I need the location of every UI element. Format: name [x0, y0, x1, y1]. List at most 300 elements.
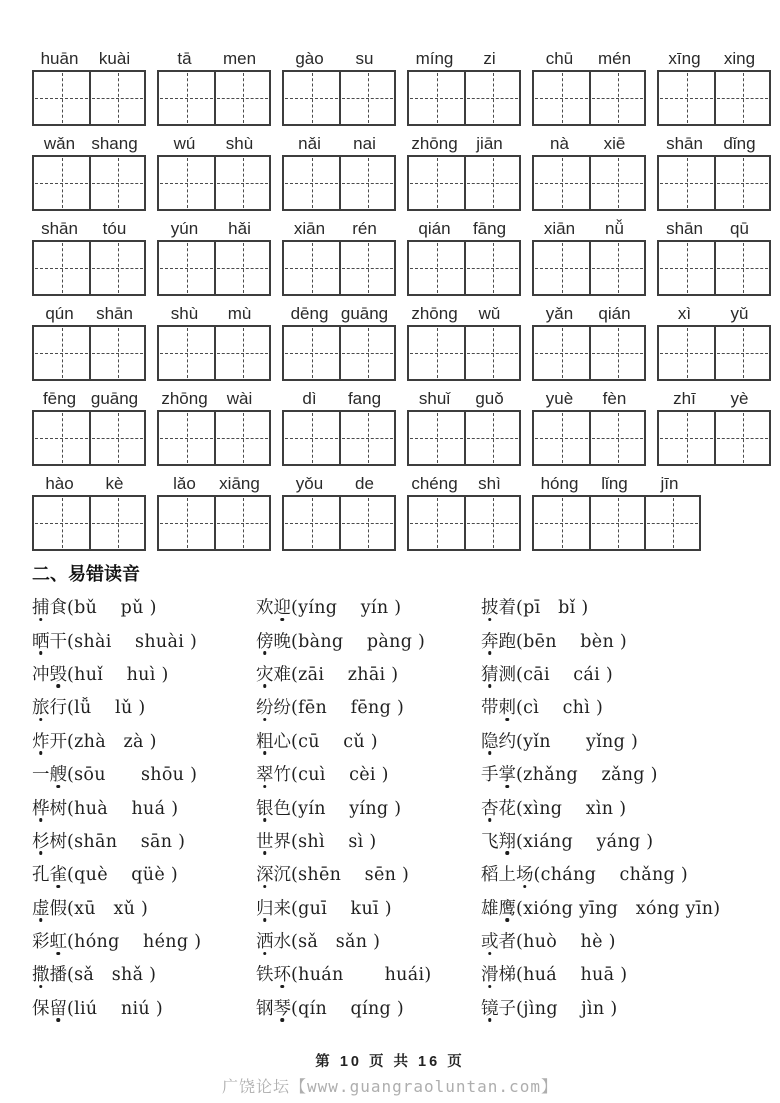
- pinyin-syllable-labels: [157, 216, 271, 239]
- word-char: 梯: [498, 965, 516, 986]
- word-entry: [481, 861, 752, 886]
- pinyin-syllable: nǎi: [298, 134, 321, 153]
- writing-cell: [34, 412, 89, 464]
- pronunciation-options: (zhà zà ): [67, 731, 157, 752]
- pinyin-word-group: [532, 46, 646, 126]
- writing-cell: [464, 242, 519, 294]
- word-entry: [481, 928, 752, 953]
- word-char-emphasized: 琴: [274, 995, 292, 1020]
- pinyin-syllable: xīng: [668, 49, 701, 68]
- pinyin-word-group: [157, 386, 271, 466]
- word-entry: [481, 661, 752, 686]
- pinyin-word-group: [282, 46, 396, 126]
- pinyin-syllable: chéng: [411, 474, 458, 493]
- word-char-emphasized: 炸: [32, 728, 50, 753]
- writing-cell: [534, 327, 589, 379]
- pinyin-syllable-labels: [532, 216, 646, 239]
- pronunciation-options: (yín yíng ): [291, 798, 402, 819]
- pinyin-syllable: nai: [353, 134, 376, 153]
- pinyin-syllable: mén: [597, 49, 632, 68]
- writing-box-group: [32, 240, 146, 296]
- writing-cell: [659, 157, 714, 209]
- pronunciation-options: (huò hè ): [516, 932, 616, 953]
- pinyin-syllable-labels: [657, 216, 771, 239]
- word-char: 彩: [32, 932, 50, 953]
- pinyin-word-group: [657, 131, 771, 211]
- word-char-emphasized: 旅: [32, 694, 50, 719]
- pinyin-word-group: [532, 386, 646, 466]
- pinyin-syllable: shān: [666, 134, 703, 153]
- pinyin-syllable: nǚ: [605, 219, 624, 238]
- writing-box-group: [32, 70, 146, 126]
- word-entry: [32, 628, 256, 653]
- word-entry: [32, 728, 256, 753]
- writing-cell: [284, 497, 339, 549]
- word-char: 食: [49, 598, 67, 619]
- writing-box-group: [282, 240, 396, 296]
- pronunciation-options: (hóng héng ): [67, 932, 202, 953]
- pinyin-word-group: [32, 386, 146, 466]
- section-title-misread-pronunciations: 二、易错读音: [32, 564, 140, 584]
- pronunciation-options: (huá huā ): [516, 965, 628, 986]
- pinyin-syllable: gào: [295, 49, 324, 68]
- pinyin-syllable: xiān: [543, 219, 576, 238]
- writing-box-group: [407, 325, 521, 381]
- pinyin-word-group: [282, 131, 396, 211]
- writing-box-group: [157, 155, 271, 211]
- pronunciation-options: (shì sì ): [291, 831, 377, 852]
- pinyin-syllable: shān: [96, 304, 133, 323]
- word-char-emphasized: 撒: [32, 961, 50, 986]
- writing-box-group: [282, 410, 396, 466]
- writing-cell: [589, 157, 644, 209]
- pronunciation-options: (cuì cèi ): [291, 765, 389, 786]
- word-char-emphasized: 纷: [256, 694, 274, 719]
- writing-cell: [464, 157, 519, 209]
- word-char: 孔: [32, 865, 50, 886]
- word-char-emphasized: 杏: [481, 795, 499, 820]
- word-entry: [481, 728, 752, 753]
- writing-box-group: [657, 325, 771, 381]
- word-char-emphasized: 艘: [50, 761, 68, 786]
- word-list-row: [32, 957, 752, 990]
- writing-cell: [464, 412, 519, 464]
- writing-cell: [89, 157, 144, 209]
- pinyin-syllable-labels: [157, 46, 271, 69]
- writing-box-group: [657, 70, 771, 126]
- pinyin-word-group: [157, 216, 271, 296]
- misread-word-list: [32, 590, 752, 1024]
- word-char-emphasized: 世: [256, 828, 274, 853]
- word-char: 约: [498, 731, 516, 752]
- pinyin-word-group: [407, 46, 521, 126]
- word-entry: [481, 795, 752, 820]
- writing-box-group: [282, 325, 396, 381]
- writing-cell: [339, 157, 394, 209]
- word-char: 行: [49, 698, 67, 719]
- pinyin-syllable: guāng: [340, 304, 389, 323]
- pinyin-word-group: [32, 471, 146, 551]
- pinyin-syllable: shān: [666, 219, 703, 238]
- word-char: 纷: [273, 698, 291, 719]
- word-list-row: [32, 757, 752, 790]
- writing-box-group: [282, 495, 396, 551]
- writing-box-group: [532, 240, 646, 296]
- word-char: 铁: [256, 965, 274, 986]
- word-char-emphasized: 奔: [481, 628, 499, 653]
- writing-box-group: [282, 155, 396, 211]
- word-char-emphasized: 灾: [256, 661, 274, 686]
- writing-cell: [89, 412, 144, 464]
- pronunciation-options: (fēn fēng ): [291, 698, 405, 719]
- pinyin-word-group: [407, 301, 521, 381]
- writing-cell: [534, 412, 589, 464]
- writing-cell: [464, 497, 519, 549]
- writing-box-group: [657, 410, 771, 466]
- word-char-emphasized: 毁: [50, 661, 68, 686]
- word-char-emphasized: 晒: [32, 628, 50, 653]
- writing-cell: [159, 242, 214, 294]
- pinyin-word-group: [282, 216, 396, 296]
- pinyin-syllable: zhōng: [411, 304, 458, 323]
- pinyin-word-group: [407, 386, 521, 466]
- pinyin-word-group: [157, 471, 271, 551]
- writing-cell: [214, 412, 269, 464]
- pinyin-word-group: [157, 301, 271, 381]
- writing-cell: [89, 327, 144, 379]
- word-char-emphasized: 杉: [32, 828, 50, 853]
- writing-cell: [284, 242, 339, 294]
- writing-cell: [214, 72, 269, 124]
- writing-box-group: [407, 155, 521, 211]
- word-entry: [481, 995, 752, 1020]
- word-entry: [256, 795, 481, 820]
- pinyin-word-group: [282, 301, 396, 381]
- writing-cell: [714, 327, 769, 379]
- word-list-row: [32, 724, 752, 757]
- writing-cell: [284, 72, 339, 124]
- writing-box-group: [157, 70, 271, 126]
- pinyin-syllable: xiē: [603, 134, 626, 153]
- pinyin-syllable: shān: [41, 219, 78, 238]
- pronunciation-options: (cháng chǎng ): [533, 865, 689, 886]
- writing-cell: [89, 242, 144, 294]
- pinyin-syllable: xiāng: [219, 474, 260, 493]
- word-char: 上: [498, 865, 516, 886]
- pinyin-syllable: shuǐ: [418, 389, 451, 408]
- pinyin-syllable-labels: [282, 131, 396, 154]
- word-char: 来: [273, 898, 291, 919]
- word-char: 心: [273, 731, 291, 752]
- writing-cell: [589, 497, 644, 549]
- pinyin-syllable: shì: [478, 474, 501, 493]
- writing-box-group: [407, 70, 521, 126]
- pinyin-syllable: guāng: [90, 389, 139, 408]
- word-char: 色: [273, 798, 291, 819]
- word-char-emphasized: 捕: [32, 594, 50, 619]
- pinyin-syllable: fèn: [602, 389, 627, 408]
- pinyin-syllable: hǎi: [228, 219, 251, 238]
- writing-cell: [659, 327, 714, 379]
- writing-box-group: [32, 495, 146, 551]
- pinyin-word-group: [532, 301, 646, 381]
- pinyin-syllable: wǔ: [478, 304, 501, 323]
- writing-box-group: [407, 410, 521, 466]
- writing-cell: [214, 327, 269, 379]
- word-list-row: [32, 991, 752, 1024]
- word-char-emphasized: 刺: [499, 694, 517, 719]
- writing-cell: [589, 327, 644, 379]
- word-char-emphasized: 或: [481, 928, 499, 953]
- pinyin-syllable: shù: [225, 134, 254, 153]
- word-entry: [32, 995, 256, 1020]
- pinyin-syllable: wài: [226, 389, 253, 408]
- word-char: 者: [498, 932, 516, 953]
- pinyin-syllable-labels: [157, 386, 271, 409]
- writing-box-group: [32, 155, 146, 211]
- word-entry: [32, 594, 256, 619]
- pinyin-syllable-labels: [32, 216, 146, 239]
- word-entry: [256, 828, 481, 853]
- pinyin-syllable-labels: [407, 471, 521, 494]
- writing-box-group: [657, 240, 771, 296]
- word-entry: [32, 861, 256, 886]
- pronunciation-options: (huǐ huì ): [67, 664, 169, 685]
- pronunciation-options: (xiáng yáng ): [516, 831, 654, 852]
- pinyin-syllable: xiān: [293, 219, 326, 238]
- word-char: 晚: [273, 631, 291, 652]
- writing-cell: [159, 497, 214, 549]
- writing-cell: [409, 242, 464, 294]
- word-list-row: [32, 924, 752, 957]
- word-entry: [32, 828, 256, 853]
- pronunciation-options: (bǔ pǔ ): [67, 598, 157, 619]
- writing-box-group: [32, 410, 146, 466]
- pinyin-row: [32, 471, 752, 551]
- word-char-emphasized: 虚: [32, 895, 50, 920]
- word-char-emphasized: 鹰: [499, 895, 517, 920]
- page-footer: [0, 1050, 780, 1097]
- page-number: 第 10 页 共 16 页: [315, 1054, 465, 1070]
- pinyin-syllable: kuài: [98, 49, 131, 68]
- writing-cell: [589, 412, 644, 464]
- writing-box-group: [157, 325, 271, 381]
- word-entry: [256, 661, 481, 686]
- writing-cell: [214, 157, 269, 209]
- pinyin-word-group: [657, 301, 771, 381]
- pinyin-syllable: hóng: [540, 474, 579, 493]
- writing-cell: [339, 412, 394, 464]
- pronunciation-options: (liú niú ): [67, 998, 163, 1019]
- writing-cell: [409, 412, 464, 464]
- word-list-row: [32, 857, 752, 890]
- word-char-emphasized: 猜: [481, 661, 499, 686]
- writing-box-group: [532, 155, 646, 211]
- pinyin-word-group: [32, 46, 146, 126]
- writing-cell: [534, 242, 589, 294]
- pinyin-syllable: mù: [227, 304, 252, 323]
- word-char-emphasized: 留: [50, 995, 68, 1020]
- word-char-emphasized: 桦: [32, 795, 50, 820]
- pronunciation-options: (zhǎng zǎng ): [516, 765, 658, 786]
- writing-cell: [464, 72, 519, 124]
- pronunciation-options: (cì chì ): [516, 698, 604, 719]
- word-char: 沉: [273, 865, 291, 886]
- word-char-emphasized: 傍: [256, 628, 274, 653]
- writing-box-group: [157, 495, 271, 551]
- pronunciation-options: (què qüè ): [67, 865, 179, 886]
- writing-box-group: [532, 495, 701, 551]
- pinyin-syllable: qián: [418, 219, 451, 238]
- pinyin-syllable: guǒ: [475, 389, 504, 408]
- pronunciation-options: (xū xǔ ): [67, 898, 149, 919]
- word-char-emphasized: 环: [274, 961, 292, 986]
- pinyin-syllable: míng: [415, 49, 454, 68]
- writing-cell: [534, 157, 589, 209]
- pinyin-word-group: [532, 131, 646, 211]
- writing-cell: [159, 157, 214, 209]
- writing-cell: [214, 242, 269, 294]
- pinyin-syllable: yè: [730, 389, 749, 408]
- pinyin-syllable: tóu: [102, 219, 127, 238]
- writing-box-group: [532, 70, 646, 126]
- pronunciation-options: (bēn bèn ): [516, 631, 628, 652]
- pinyin-word-group: [32, 301, 146, 381]
- pinyin-syllable: zhōng: [411, 134, 458, 153]
- writing-cell: [644, 497, 699, 549]
- pronunciation-options: (huà huá ): [67, 798, 179, 819]
- word-char: 树: [49, 831, 67, 852]
- word-entry: [32, 694, 256, 719]
- writing-box-group: [157, 410, 271, 466]
- word-char: 难: [273, 664, 291, 685]
- writing-cell: [284, 157, 339, 209]
- writing-cell: [589, 72, 644, 124]
- pinyin-syllable: nà: [550, 134, 569, 153]
- pinyin-syllable: zhōng: [161, 389, 208, 408]
- writing-cell: [284, 327, 339, 379]
- pinyin-syllable-labels: [657, 301, 771, 324]
- word-entry: [481, 628, 752, 653]
- pinyin-syllable: shang: [91, 134, 138, 153]
- pinyin-syllable: dǐng: [723, 134, 756, 153]
- word-entry: [481, 761, 752, 786]
- word-entry: [32, 895, 256, 920]
- word-char: 界: [273, 831, 291, 852]
- pinyin-syllable: jiān: [476, 134, 503, 153]
- word-char: 跑: [498, 631, 516, 652]
- word-entry: [256, 761, 481, 786]
- pinyin-syllable-labels: [532, 301, 646, 324]
- pronunciation-options: (qín qíng ): [291, 998, 405, 1019]
- pinyin-word-group: [157, 131, 271, 211]
- pinyin-writing-grid: [32, 46, 756, 551]
- word-char-emphasized: 滑: [481, 961, 499, 986]
- writing-cell: [159, 327, 214, 379]
- watermark-text: 广饶论坛【www.guangraoluntan.com】: [222, 1077, 558, 1096]
- pinyin-syllable: su: [355, 49, 374, 68]
- writing-cell: [339, 497, 394, 549]
- pinyin-row: [32, 46, 756, 126]
- writing-cell: [589, 242, 644, 294]
- pinyin-syllable: qún: [45, 304, 74, 323]
- pinyin-syllable-labels: [532, 46, 646, 69]
- writing-cell: [34, 497, 89, 549]
- word-char: 冲: [32, 664, 50, 685]
- word-char: 欢: [256, 598, 274, 619]
- word-char-emphasized: 归: [256, 895, 274, 920]
- pronunciation-options: (pī bǐ ): [516, 598, 589, 619]
- writing-cell: [659, 412, 714, 464]
- pronunciation-options: (xìng xìn ): [516, 798, 627, 819]
- writing-cell: [159, 72, 214, 124]
- pinyin-syllable-labels: [407, 131, 521, 154]
- pinyin-syllable-labels: [282, 46, 396, 69]
- word-char-emphasized: 掌: [499, 761, 517, 786]
- word-char: 假: [49, 898, 67, 919]
- writing-box-group: [157, 240, 271, 296]
- pronunciation-options: (lǚ lǔ ): [67, 698, 146, 719]
- word-list-row: [32, 690, 752, 723]
- word-char: 飞: [481, 831, 499, 852]
- pronunciation-options: (cū cǔ ): [291, 731, 378, 752]
- word-char: 水: [273, 932, 291, 953]
- pinyin-row: [32, 301, 752, 381]
- word-entry: [32, 761, 256, 786]
- word-char-emphasized: 场: [516, 861, 534, 886]
- pronunciation-options: (sōu shōu ): [67, 765, 198, 786]
- pinyin-syllable: yǎn: [545, 304, 574, 323]
- pinyin-syllable-labels: [282, 386, 396, 409]
- pinyin-syllable-labels: [407, 216, 521, 239]
- word-entry: [256, 861, 481, 886]
- pinyin-syllable-labels: [657, 386, 771, 409]
- pronunciation-options: (sǎ sǎn ): [291, 932, 381, 953]
- pinyin-word-group: [157, 46, 271, 126]
- pronunciation-options: (bàng pàng ): [291, 631, 426, 652]
- pinyin-syllable: lǐng: [601, 474, 628, 493]
- word-entry: [256, 995, 481, 1020]
- word-char: 保: [32, 998, 50, 1019]
- word-char: 干: [49, 631, 67, 652]
- word-entry: [256, 728, 481, 753]
- word-char: 测: [498, 664, 516, 685]
- pinyin-word-group: [407, 471, 521, 551]
- word-char-emphasized: 翠: [256, 761, 274, 786]
- writing-cell: [714, 72, 769, 124]
- word-char: 稻: [481, 865, 499, 886]
- pinyin-word-group: [532, 216, 646, 296]
- pinyin-syllable: chū: [545, 49, 574, 68]
- pinyin-syllable: hào: [45, 474, 74, 493]
- writing-cell: [159, 412, 214, 464]
- word-char-emphasized: 镜: [481, 995, 499, 1020]
- pinyin-word-group: [657, 216, 771, 296]
- pronunciation-options: (yǐn yǐng ): [516, 731, 639, 752]
- pinyin-syllable-labels: [32, 471, 146, 494]
- pinyin-word-group: [407, 216, 521, 296]
- pronunciation-options: (yíng yín ): [291, 598, 402, 619]
- word-list-row: [32, 590, 752, 623]
- pinyin-row: [32, 216, 752, 296]
- word-char: 开: [49, 731, 67, 752]
- pinyin-syllable: huān: [40, 49, 79, 68]
- writing-cell: [89, 72, 144, 124]
- word-entry: [32, 961, 256, 986]
- word-char: 一: [32, 765, 50, 786]
- pronunciation-options: (cāi cái ): [516, 664, 614, 685]
- word-char: 雄: [481, 898, 499, 919]
